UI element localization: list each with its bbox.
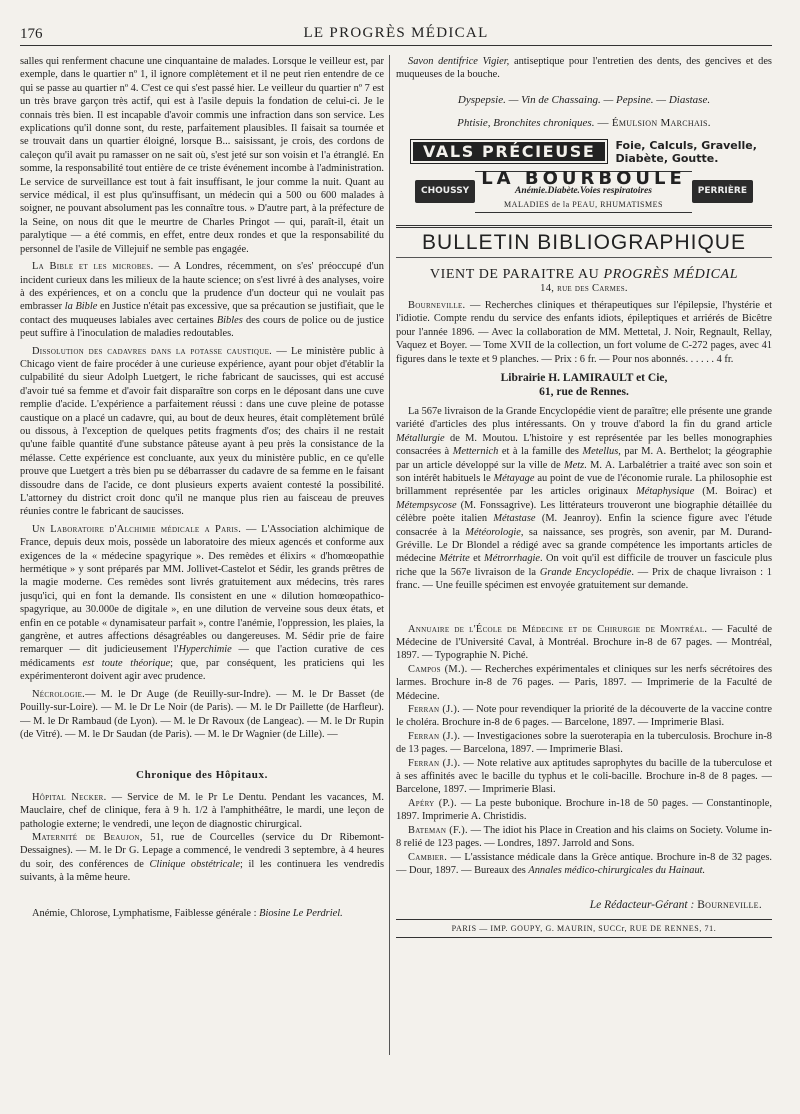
asile-paragraph: salles qui renferment chacune une cinquantaine de malades. Lorsque le veilleur est, par exemple, dans le quartier nº 1, il ignore complètement et il ne peut rien entendre de ce qui se passe au quartier nº 4. C'est ce qui s'est passé hier. Le veilleur du quartier nº 7 est un très brave garçon très actif, qui est à l'asile depuis la fondation de celui-ci. Je le connais très bien. Il est incapable d'avoir commis une infraction dans son service. Les explications qu'il donne sont, du reste, parfaitement plausibles. Il faisait sa tournée et se trouvait dans un quartier éloigné, lorsque B... saisissant, je crois, des cordons de caleçon qu'il avait pu ramasser on ne sait où, s'est jeté sur son voisin et l'a étranglé. En somme, la responsabilité tout entière de ce triste événement incombe à l'administration. Le service de surveillance est tout à fait insuffisant, le jour comme la nuit. Quant au service médical, il est plus qu'insuffisant, un médecin qui a 500 ou 600 malades à soigner, ne pouvant absolument pas les connaître tous. » D'autre part, à la préfecture de la Seine, on nous dit que le meurtre de Charles Pringot — qui, paraît-il, était un paralytique — a été commis, en effet, entre deux rondes et que la responsabilité du personnel de l'asile de Villejuif ne semble pas engagée. [20, 56, 384, 255]
necker-article [20, 791, 384, 831]
apery-text: — La peste bubonique. Brochure in-18 de 50 pages. — Constantinople, 1897. Imprimerie A. Christidis. [396, 797, 772, 823]
publisher-address: 14, rue des Carmes. [540, 282, 628, 294]
ferran-heading-3: Ferran (J.). [408, 757, 461, 769]
emulsion-brand: — Émulsion Marchais. [594, 117, 711, 130]
running-head [20, 22, 772, 46]
ferran-text-2: — Investigaciones sobre la sueroterapia en la tuberculosis. Brochure in-8 de 13 pages. — Barcelona, 1897. — Imprimerie Blasi. [396, 730, 772, 756]
savon-text: antiseptique pour l'entretien des dents, des gencives et des muqueuses de la bouche. [396, 56, 772, 81]
heading-rule [396, 257, 772, 258]
ge-italic-2: Metternich [452, 446, 499, 458]
ge-text-k: et [469, 553, 485, 565]
cambier-heading: Cambier. [408, 851, 448, 863]
bible-italic-1: la Bible [64, 301, 98, 313]
redacteur-gerant [396, 899, 762, 912]
savon-ad [396, 55, 772, 82]
ge-text-m: . — Prix de chaque livraison : 1 franc. — Une feuille spécimen est envoyée gratuitement sur demande. [396, 566, 772, 592]
dyspepsie-ad: Dyspepsie. — Vin de Chassaing. — Pepsine. — Diastase. [457, 93, 711, 106]
necker-heading: Hôpital Necker. [32, 791, 107, 803]
cambier-italic: Annales médico-chirurgicales du Hainaut. [528, 864, 706, 876]
laboratoire-text-1: — L'Association alchimique de France, depuis deux mois, possède un laboratoire des mieux agencés et conforme aux exigences de la « médecine spagyrique ». Des remèdes et élixirs « d'homœopathie hermétique » y sont préparés par MM. Jollivet-Castelot et Sédir, les grands prêtres de la magie moderne. Ces remèdes sont livrés gratuitement aux médecins, très rares jusqu'ici, qui en font la demande. Ils consistent en une « dilution homœopathico-spagyrique, au 30.000e de digitale », en une dilution de verveine sous deux états, et enfin en ce potable « dynamisateur parfait », contre l'anémie, l'oppression, les plaies, la gangrène, et autres affections désagréables ou dangereuses. M. Sédir prie de faire remarquer — dit judicieusement l' [20, 523, 384, 656]
bateman-text: — The idiot his Place in Creation and his claims on Society. Volume in-8 relié de 123 pages. — Londres, 1897. Jarrold and Sons. [396, 824, 772, 850]
page-number: 176 [20, 26, 43, 42]
bible-article [20, 260, 384, 340]
ge-text-b: de M. Moutou. L'histoire y est représentée par les belles monographies consacrées à [396, 432, 772, 458]
ge-text-d: , par M. A. Berthelot; la géographie par un article développé sur la ville de [396, 446, 772, 471]
gerant-label: Le Rédacteur-Gérant : [589, 899, 698, 912]
right-column [396, 55, 772, 1095]
journal-title: LE PROGRÈS MÉDICAL [303, 25, 489, 41]
maternite-text-1: 51, rue de Courcelles (service du Dr Ribemont-Dessaignes). — M. le Dr G. Lepage a commencé, le vendredi 3 septembre, à 4 heures du soir, des conférences de [20, 831, 384, 870]
necrologie-text: — M. le Dr Auge (de Reuilly-sur-Indre). — M. le Dr Basset (de Pouilly-sur-Loire). — M. le Dr Le Noir (de Paris). — M. le Dr Paillette (de Harfleur). — M. le Dr Rambaud (de Lyon). — M. le Dr Ravoux (de Langeac). — M. le Dr Rupin (de Vitré). — M. le Dr Saudan (de Paris). — M. le Dr Wagnier (de Lille). — [20, 688, 384, 740]
annuaire-entry [396, 623, 772, 663]
campos-text: — Recherches expérimentales et cliniques sur les nerfs sécrétoires des larmes. Brochure in-8 de 76 pages. — Paris, 1897. — Imprimerie de la Faculté de Médecine. [396, 663, 772, 702]
vient-text: VIENT DE PARAITRE AU [429, 267, 604, 283]
bible-heading: La Bible et les microbes. [32, 261, 154, 273]
ferran-entry-3 [396, 757, 772, 797]
bourneville-entry [396, 299, 772, 366]
vals-logo: VALS PRÉCIEUSE [411, 140, 607, 163]
laboratoire-article [20, 523, 384, 684]
bourboule-source-left: CHOUSSY [415, 180, 475, 203]
maternite-heading: Maternité de Beaujon, [32, 831, 143, 843]
biosine-text: Anémie, Chlorose, Lymphatisme, Faiblesse générale : [32, 907, 260, 919]
ferran-entry-2 [396, 730, 772, 757]
dissolution-article [20, 345, 384, 519]
annuaire-text: — Faculté de Médecine de l'Université Caval, à Montréal. Brochure in-8 de 67 pages. — Montréal, 1897. — Typographie N. Piché. [396, 623, 772, 662]
phtisie-ad [396, 117, 772, 130]
bourboule-maladies: MALADIES de la PEAU, RHUMATISMES [504, 200, 663, 210]
laboratoire-heading: Un Laboratoire d'Alchimie médicale a Paris. [32, 523, 242, 535]
laboratoire-text-3: ; que, par conséquent, les praticiens qui les expérimenteront doivent agir avec prudence. [20, 657, 384, 683]
ge-text-f: au point de vue de l'économie rurale. La philosophie est brillamment représentée par les articles originaux [396, 472, 772, 498]
ge-italic-11: Métrorrhagie [484, 553, 541, 565]
chronique-heading: Chronique des Hôpitaux. [136, 769, 268, 782]
gerant-name: Bourneville. [697, 899, 762, 912]
bateman-heading: Bateman (F.). [408, 824, 468, 836]
bulletin-heading: BULLETIN BIBLIOGRAPHIQUE [422, 230, 746, 254]
necrologie-article [20, 688, 384, 742]
necrologie-heading: Nécrologie. [32, 688, 86, 700]
cambier-text: — L'assistance médicale dans la Grèce antique. Brochure in-8 de 32 pages. — Dour, 1897. — Bureaux des [396, 851, 772, 876]
phtisie-text: Phtisie, Bronchites chroniques. [457, 117, 595, 130]
apery-entry [396, 797, 772, 824]
ge-italic-7: Métempsycose [396, 499, 457, 511]
ge-italic-8: Métastase [493, 513, 536, 525]
ge-text-j: , sa naissance, ses progrès, son avenir, par M. Durand-Gréville. Le Dr Blondel a rédigé avec sa grande compétence les importants articles de médecine [396, 526, 772, 565]
ferran-heading-1: Ferran (J.). [408, 704, 461, 716]
ge-text-h: (M. Fonssagrive). Les littérateurs trouveront une biographie détaillée du célèbre poète italien [396, 499, 772, 525]
ge-italic-10: Métrite [439, 553, 470, 565]
bourboule-ad [396, 167, 772, 213]
savon-brand: Savon dentifrice Vigier, [408, 56, 510, 67]
bourboule-source-right: PERRIÈRE [692, 180, 753, 203]
bourboule-panel [475, 167, 692, 213]
apery-heading: Apéry (P.). [408, 797, 457, 809]
ge-text-g: (M. Boirac) et [694, 486, 772, 498]
ferran-entry-1 [396, 703, 772, 730]
ferran-heading-2: Ferran (J.). [408, 730, 461, 742]
librairie-address: 61, rue de Rennes. [539, 385, 629, 398]
cambier-entry [396, 851, 772, 878]
maternite-article [20, 831, 384, 885]
vals-indication-2: Diabète, Goutte. [615, 151, 719, 165]
ge-text-a: La 567e livraison de la Grande Encyclopédie vient de paraître; elle présente une grande variété d'articles des plus intéressants. On y trouve d'abord la fin du grand article [396, 405, 772, 431]
ge-italic-5: Métayage [493, 472, 535, 484]
ge-italic-12: Grande Encyclopédie [539, 566, 632, 578]
bible-text-2: en Justice n'était pas excessive, que sa précaution se justifiait, que le contact des muqueuses labiales avec certaines [20, 301, 384, 326]
librairie-heading: Librairie H. LAMIRAULT et Cie, [500, 372, 668, 385]
ge-italic-6: Métaphysique [636, 486, 695, 498]
ge-text-e: . M. A. Larbalétrier a traité avec son soin et son intérêt habituels le [396, 459, 772, 484]
bourneville-heading: Bourneville. [408, 300, 466, 312]
campos-heading: Campos (M.). [408, 663, 468, 675]
ge-italic-3: Metellus [582, 446, 619, 458]
progres-medical-italic: PROGRÈS MÉDICAL [603, 267, 739, 283]
bible-text-3: des cours de police ou de justice peut suffire à l'inoculation de maladies redoutables. [20, 314, 384, 340]
maternite-italic: Clinique obstétricale [149, 858, 240, 870]
ge-italic-1: Métallurgie [396, 432, 445, 444]
left-column [20, 55, 384, 1095]
laboratoire-italic-1: Hyperchimie [178, 644, 232, 656]
ge-text-i: (M. Jeanroy). Enfin la science figure avec l'étude consacrée à la [396, 513, 772, 538]
ge-text-c: et à la famille des [498, 446, 583, 458]
maternite-text-2: ; il les continuera les vendredis suivants, à la même heure. [20, 858, 384, 884]
ge-text-l: . On voit qu'il est difficile de trouver un fascicule plus riche que la 567e livraison de la [396, 553, 772, 578]
vals-indications [615, 139, 757, 165]
bible-text-1: — A Londres, récemment, on s'es' préoccupé d'un incident curieux dans les milieux de la haute science; on s'est livré à des analyses, voire à des expériences, et on a conclu que la prudence d'un docteur qui ne voulait pas embrasser [20, 261, 384, 313]
annuaire-heading: Annuaire de l'École de Médecine et de Chirurgie de Montréal. [408, 623, 708, 635]
printer-imprint: PARIS — IMP. GOUPY, G. MAURIN, SUCCr, RUE DE RENNES, 71. [396, 919, 772, 938]
biosine-brand: Biosine Le Perdriel. [259, 907, 343, 919]
bateman-entry [396, 824, 772, 851]
ferran-text-3: — Note relative aux aptitudes saprophytes du bacille de la tuberculose et à ses affinités avec le bacille du typhus et le coli-bacille. Brochure in-8 de 8 pages. — Barcelone, 1897. — Imprimerie Blasi. [396, 757, 772, 796]
vals-indication-1: Foie, Calculs, Gravelle, [615, 138, 757, 152]
laboratoire-text-2: — que l'action curative de ces médicaments [20, 644, 384, 669]
bourneville-text: — Recherches cliniques et thérapeutiques sur l'épilepsie, l'hystérie et l'idiotie. Compte rendu du service des enfants idiots, épileptiques et arriérés de Bicêtre pour l'année 1896. — Avec la collaboration de MM. Mettetal, J. Noir, Regnault, Rellay, Vaquez et Boyer. — Tome XVII de la collection, un fort volume de C-272 pages, avec 41 figures dans le texte et 9 planches. — Prix : 6 fr. — Pour nos abonnés. . . . . . 4 fr. [396, 300, 772, 365]
dissolution-heading: Dissolution des cadavres dans la potasse caustique. [32, 345, 273, 357]
ferran-text-1: — Note pour revendiquer la priorité de la découverte de la vaccine contre le choléra. Brochure in-8 de 6 pages. — Barcelone, 1897. — Imprimerie Blasi. [396, 704, 772, 729]
spacer [396, 593, 772, 623]
bourboule-title: LA BOURBOULE [481, 167, 686, 189]
biosine-ad [20, 907, 384, 920]
bible-italic-2: Bibles [216, 314, 243, 326]
grande-encyclopedie-article [396, 405, 772, 593]
vient-de-paraitre-heading [396, 268, 772, 281]
ge-italic-9: Météorologie [465, 526, 521, 538]
bourboule-indications: Anémie.Diabète.Voies respiratoires [515, 186, 652, 197]
section-divider [396, 225, 772, 228]
dissolution-text: — Le ministère public à Chicago vient de faire procéder à une curieuse expérience, ayant pour objet d'établir la culpabilité du sieur Adolph Luetgert, le riche fabricant de saucisses, qui est accusé d'avoir tué sa femme et d'avoir fait disparaître son corps en le déposant dans une cuve remplie d'acide. L'expérience a parfaitement réussi : dans une cuve pleine de potasse caustique on a placé un cadavre, qui, au bout de deux heures, était complètement brûlé ou dissous, à l'exception de quelques petits fragments d'os; des chairs il ne restait qu'une faible quantité d'une substance pâteuse ayant à peu près la consistance de la mélasse. Cette expérience est concluante, aux yeux du ministère public, en ce qu'elle prouve que Luetgert a très bien pu se débarrasser du cadavre de sa femme en le faisant dissoudre dans de l'acide, ce dont plusieurs experts avaient contesté la possibilité. L'attorney du district croit donc qu'il ne manque plus rien au faisceau de preuves réunies contre le fabricant de saucisses. [20, 345, 384, 518]
vals-ad [396, 139, 772, 165]
campos-entry [396, 663, 772, 703]
necker-text: — Service de M. le Pr Le Dentu. Pendant les vacances, M. Mauclaire, chef de clinique, fera à 9 h. 1/2 à l'amphithéâtre, le mardi, une leçon de pathologie externe; le vendredi, une leçon de diagnostic chirurgical. [20, 791, 384, 830]
ge-italic-4: Metz [563, 459, 585, 471]
laboratoire-italic-2: est toute théorique [82, 657, 171, 669]
column-divider [389, 55, 390, 1055]
